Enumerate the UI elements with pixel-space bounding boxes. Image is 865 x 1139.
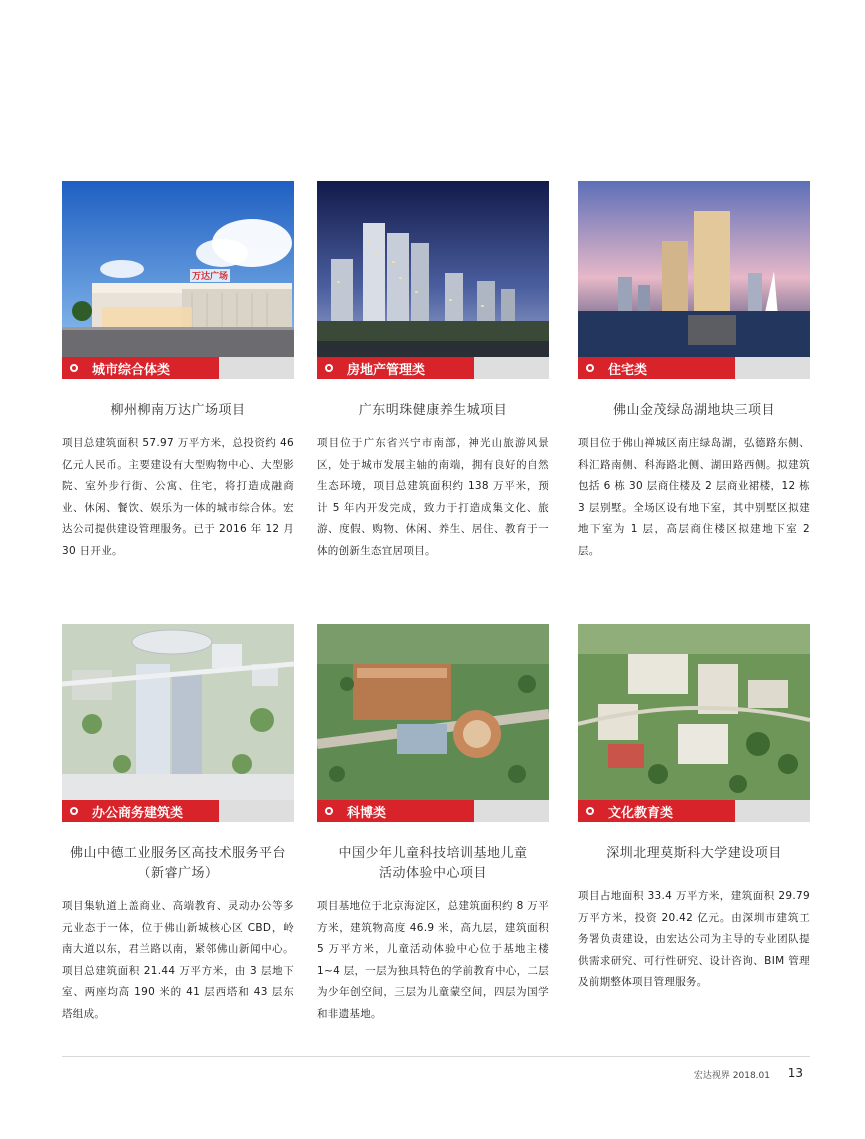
category-label: 科博类 [347,805,387,821]
project-title [62,844,294,884]
category-bar [578,800,810,822]
project-description: 项目集轨道上盖商业、高端教育、灵动办公等多元业态于一体，位于佛山新城核心区 CBD，岭南大道以东，君兰路以南，紧邻佛山新闻中心。项目总建筑面积 21.44 万平方米，由 3 层地下室、两座均高 190 米的 41 层西塔和 43 层东塔组成。 [62,900,294,1020]
project-photo-4 [62,624,294,800]
category-bar [62,357,294,379]
footer-divider [62,1056,810,1057]
project-title [578,401,810,421]
category-label: 房地产管理类 [347,362,426,378]
project-card-6 [578,624,810,994]
category-bar [317,800,549,822]
project-photo-1 [62,181,294,357]
project-title-line: （新睿广场） [137,866,219,881]
photo-sign: 万达广场 [190,269,230,282]
project-description: 项目占地面积 33.4 万平方米，建筑面积 29.79 万平方米，投资 20.42 亿元。由深圳市建筑工务署负责建设，由宏达公司为主导的专业团队提供需求研究、可行性研究、设计咨询、BIM 管理及前期整体项目管理服务。 [578,890,810,988]
project-photo-6 [578,624,810,800]
project-card-2 [317,181,549,562]
category-bar [317,357,549,379]
category-label: 办公商务建筑类 [92,805,184,821]
project-photo-3 [578,181,810,357]
project-title [317,844,549,884]
category-label: 文化教育类 [608,805,674,821]
project-description: 项目基地位于北京海淀区，总建筑面积约 8 万平方米，建筑物高度 46.9 米，高九层，建筑面积 5 万平方米，儿童活动体验中心位于基地主楼 1~4 层，一层为独具特色的学前教育中心，二层为少年创空间，三层为儿童蒙空间，四层为国学和非遗基地。 [317,900,549,1020]
category-circle-icon [325,807,333,815]
project-title-line: 佛山中德工业服务区高技术服务平台 [69,846,286,861]
project-card-1 [62,181,294,562]
category-label: 城市综合体类 [92,362,171,378]
project-title [317,401,549,421]
project-title-line: 广东明珠健康养生城项目 [358,403,508,418]
category-circle-icon [70,364,78,372]
project-title-line: 活动体验中心项目 [378,866,487,881]
category-label: 住宅类 [608,362,648,378]
project-card-4 [62,624,294,1025]
project-title [578,844,810,864]
project-title-line: 中国少年儿童科技培训基地儿童 [338,846,528,861]
project-title-line: 深圳北理莫斯科大学建设项目 [606,846,782,861]
page-number: 13 [787,1066,803,1080]
project-title [62,401,294,421]
project-card-5 [317,624,549,1025]
footer-publication: 宏达视界 2018.01 [693,1071,770,1081]
project-photo-5 [317,624,549,800]
project-title-line: 佛山金茂绿岛湖地块三项目 [612,403,775,418]
category-bar [578,357,810,379]
project-photo-2 [317,181,549,357]
category-bar [62,800,294,822]
project-card-3 [578,181,810,562]
category-circle-icon [586,364,594,372]
category-circle-icon [586,807,594,815]
category-circle-icon [325,364,333,372]
project-description: 项目位于广东省兴宁市南部，神光山旅游风景区，处于城市发展主轴的南端，拥有良好的自然生态环境，项目总建筑面积约 138 万平米，预计 5 年内开发完成，致力于打造成集文化、旅游、度假、购物、休闲、养生、居住、教育于一体的创新生态宜居项目。 [317,437,549,557]
project-title-line: 柳州柳南万达广场项目 [110,403,246,418]
category-circle-icon [70,807,78,815]
project-description: 项目位于佛山禅城区南庄绿岛湖，弘德路东侧、科汇路南侧、科海路北侧、湖田路西侧。拟建筑包括 6 栋 30 层商住楼及 2 层商业裙楼，12 栋 3 层别墅。全场区设有地下室，其中别墅区拟建地下室为 1 层，高层商住楼区拟建地下室 2 层。 [578,437,810,557]
project-description: 项目总建筑面积 57.97 万平方米，总投资约 46 亿元人民币。主要建设有大型购物中心、大型影院、室外步行街、公寓、住宅，将打造成融商业、休闲、餐饮、娱乐为一体的城市综合体。宏达公司提供建设管理服务。已于 2016 年 12 月 30 日开业。 [62,437,294,557]
